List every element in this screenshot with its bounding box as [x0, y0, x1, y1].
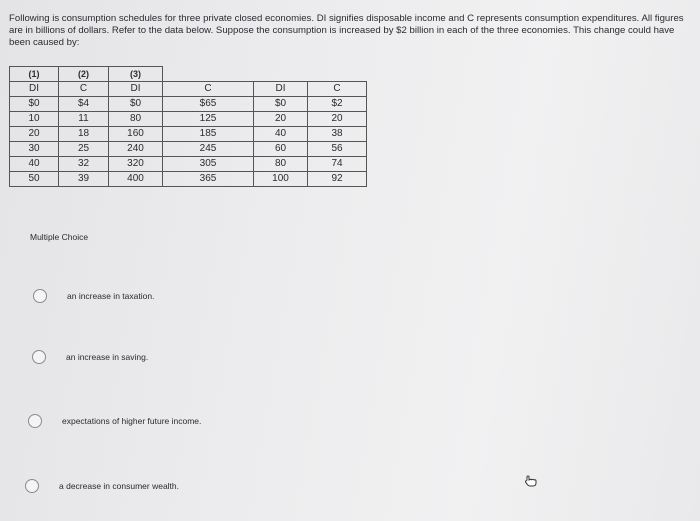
table-cell: 60 — [254, 142, 308, 157]
table-cell: $65 — [163, 97, 254, 112]
consumption-table — [9, 66, 367, 187]
table-row — [10, 112, 367, 127]
radio-button[interactable] — [32, 350, 46, 364]
column-header: DI — [109, 82, 163, 97]
table-cell: 18 — [59, 127, 109, 142]
table-cell: 20 — [308, 112, 367, 127]
table-cell: 32 — [59, 157, 109, 172]
table-cell: 30 — [10, 142, 59, 157]
table-cell: 11 — [59, 112, 109, 127]
hand-pointer-icon — [524, 474, 538, 488]
column-header: C — [163, 82, 254, 97]
table-cell: 320 — [109, 157, 163, 172]
table-cell: 245 — [163, 142, 254, 157]
table-cell: 40 — [254, 127, 308, 142]
choice-label: a decrease in consumer wealth. — [59, 481, 180, 491]
table-cell: 365 — [163, 172, 254, 187]
column-group-2-header: (2) — [59, 67, 109, 82]
table-subheader-row — [10, 82, 367, 97]
table-cell: $0 — [109, 97, 163, 112]
choice-option-3[interactable] — [28, 414, 201, 428]
table-row — [10, 172, 367, 187]
table-cell: 50 — [10, 172, 59, 187]
choice-label: an increase in saving. — [66, 352, 149, 362]
choice-label: expectations of higher future income. — [62, 416, 202, 426]
table-cell: 305 — [163, 157, 254, 172]
table-row — [10, 97, 367, 112]
table-cell: 40 — [10, 157, 59, 172]
table-cell: 56 — [308, 142, 367, 157]
table-cell: $4 — [59, 97, 109, 112]
table-cell: 20 — [10, 127, 59, 142]
table-cell: 38 — [308, 127, 367, 142]
table-cell: 125 — [163, 112, 254, 127]
table-cell: 185 — [163, 127, 254, 142]
table-cell: 74 — [308, 157, 367, 172]
table-cell: 400 — [109, 172, 163, 187]
table-cell: 39 — [59, 172, 109, 187]
table-cell: 80 — [109, 112, 163, 127]
table-cell: 100 — [254, 172, 308, 187]
table-cell: 92 — [308, 172, 367, 187]
column-group-3-header: (3) — [109, 67, 163, 82]
table-cell: 10 — [10, 112, 59, 127]
table-cell: $0 — [10, 97, 59, 112]
table-cell: 20 — [254, 112, 308, 127]
table-cell: 80 — [254, 157, 308, 172]
table-cell: 240 — [109, 142, 163, 157]
choice-option-4[interactable] — [25, 479, 179, 493]
table-row — [10, 142, 367, 157]
choice-option-1[interactable] — [33, 289, 154, 303]
column-header: C — [59, 82, 109, 97]
table-cell: $2 — [308, 97, 367, 112]
choice-label: an increase in taxation. — [67, 291, 155, 301]
radio-button[interactable] — [25, 479, 39, 493]
table-cell: 160 — [109, 127, 163, 142]
table-row — [10, 127, 367, 142]
column-header: C — [308, 82, 367, 97]
column-group-1-header: (1) — [10, 67, 59, 82]
multiple-choice-label: Multiple Choice — [30, 232, 89, 242]
table-cell: $0 — [254, 97, 308, 112]
radio-button[interactable] — [33, 289, 47, 303]
table-cell: 25 — [59, 142, 109, 157]
column-header: DI — [10, 82, 59, 97]
question-text: Following is consumption schedules for three private closed economies. DI signifies disposable income and C represents consumption expenditures. All figures are in billions of dollars. Refer to the data below. Suppose the consumption is increased by $2 billion in each of the three economies. This change could have been caused by: — [9, 13, 684, 48]
choice-option-2[interactable] — [32, 350, 148, 364]
table-header-row — [10, 67, 367, 82]
table-row — [10, 157, 367, 172]
radio-button[interactable] — [28, 414, 42, 428]
column-header: DI — [254, 82, 308, 97]
